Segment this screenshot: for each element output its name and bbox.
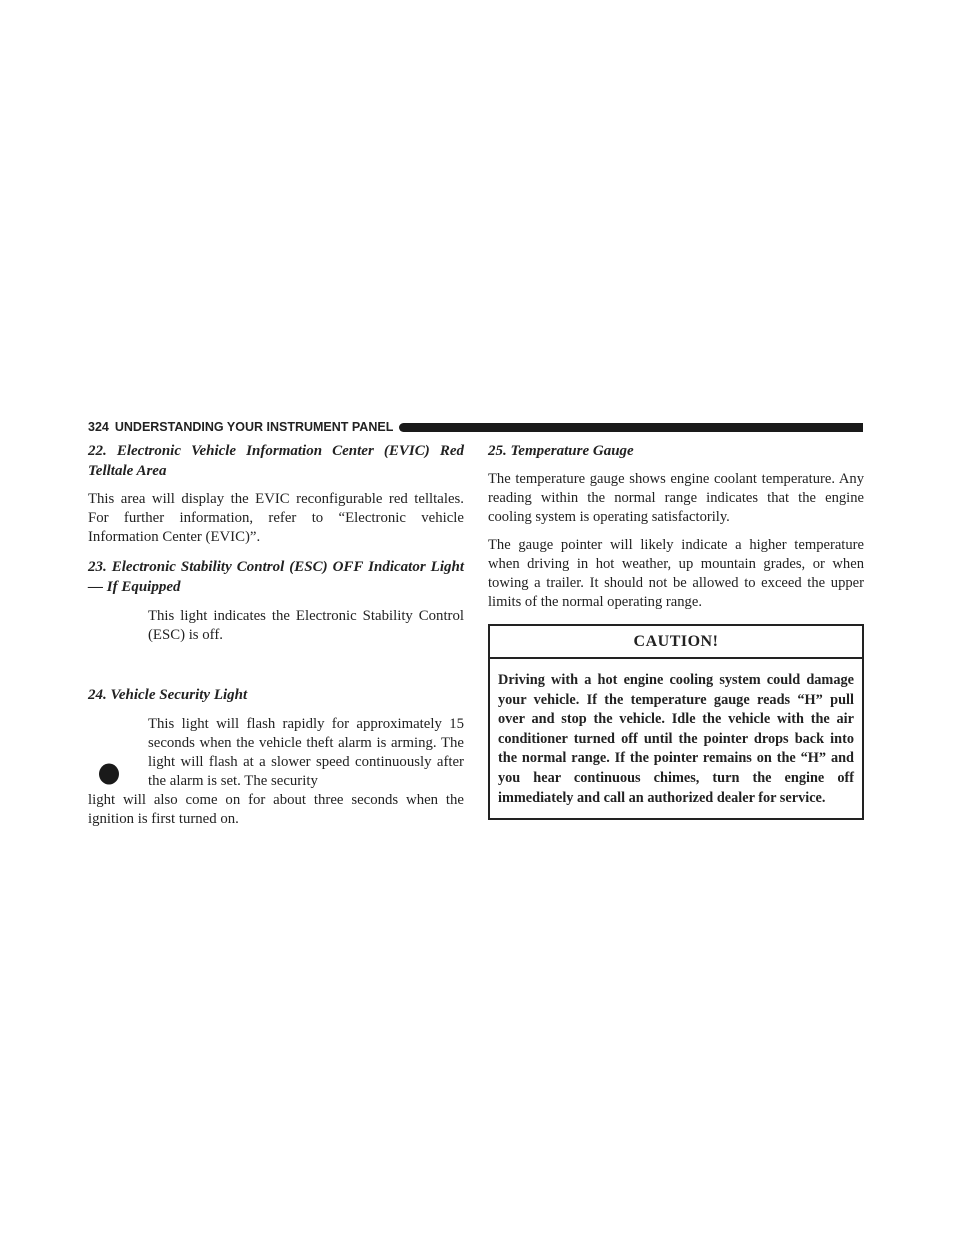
item-25-para-2: The gauge pointer will likely indicate a higher temperature when driving in hot weather, up mountain grades, or when towing a trailer. It should not be allowed to exceed the upper limits of the normal operating range.: [488, 537, 864, 610]
item-22-heading: 22. Electronic Vehicle Information Center (EVIC) Red Telltale Area: [88, 443, 464, 479]
page-number: 324: [88, 420, 109, 434]
item-23-heading: 23. Electronic Stability Control (ESC) OFF Indicator Light — If Equipped: [88, 559, 464, 595]
section-title: UNDERSTANDING YOUR INSTRUMENT PANEL: [114, 420, 394, 434]
item-24-body-indented: This light will flash rapidly for approximately 15 seconds when the vehicle theft alarm is arming. The light will flash at a slower speed continuously after the alarm is set. The security: [148, 716, 464, 789]
caution-title: CAUTION!: [490, 626, 862, 659]
item-24-heading: 24. Vehicle Security Light: [88, 687, 248, 703]
security-light-block: [88, 715, 464, 829]
item-24-body-continued: light will also come on for about three seconds when the ignition is first turned on.: [88, 792, 464, 827]
caution-body: Driving with a hot engine cooling system could damage your vehicle. If the temperature gauge reads “H” pull over and stop the vehicle. Idle the vehicle with the air conditioner turned off until the pointer drops back into the normal range. If the pointer remains on the “H” and you hear continuous chimes, turn the engine off immediately and call an authorized dealer for service.: [498, 672, 854, 806]
page-header: [88, 417, 863, 437]
item-25-heading: 25. Temperature Gauge: [488, 443, 634, 459]
item-23-body: This light indicates the Electronic Stability Control (ESC) is off.: [148, 608, 464, 643]
header-rule: [399, 423, 863, 432]
item-22-body: This area will display the EVIC reconfigurable red telltales. For further information, refer to “Electronic vehicle Information Center (EVIC)”.: [88, 491, 464, 545]
security-light-icon: [98, 763, 120, 785]
caution-box: [488, 624, 864, 820]
item-25-para-1: The temperature gauge shows engine coolant temperature. Any reading within the normal range indicates that the engine cooling system is operating satisfactorily.: [488, 471, 864, 525]
left-column: [88, 441, 464, 829]
right-column: [488, 441, 864, 820]
esc-indicator-block: [88, 607, 464, 645]
